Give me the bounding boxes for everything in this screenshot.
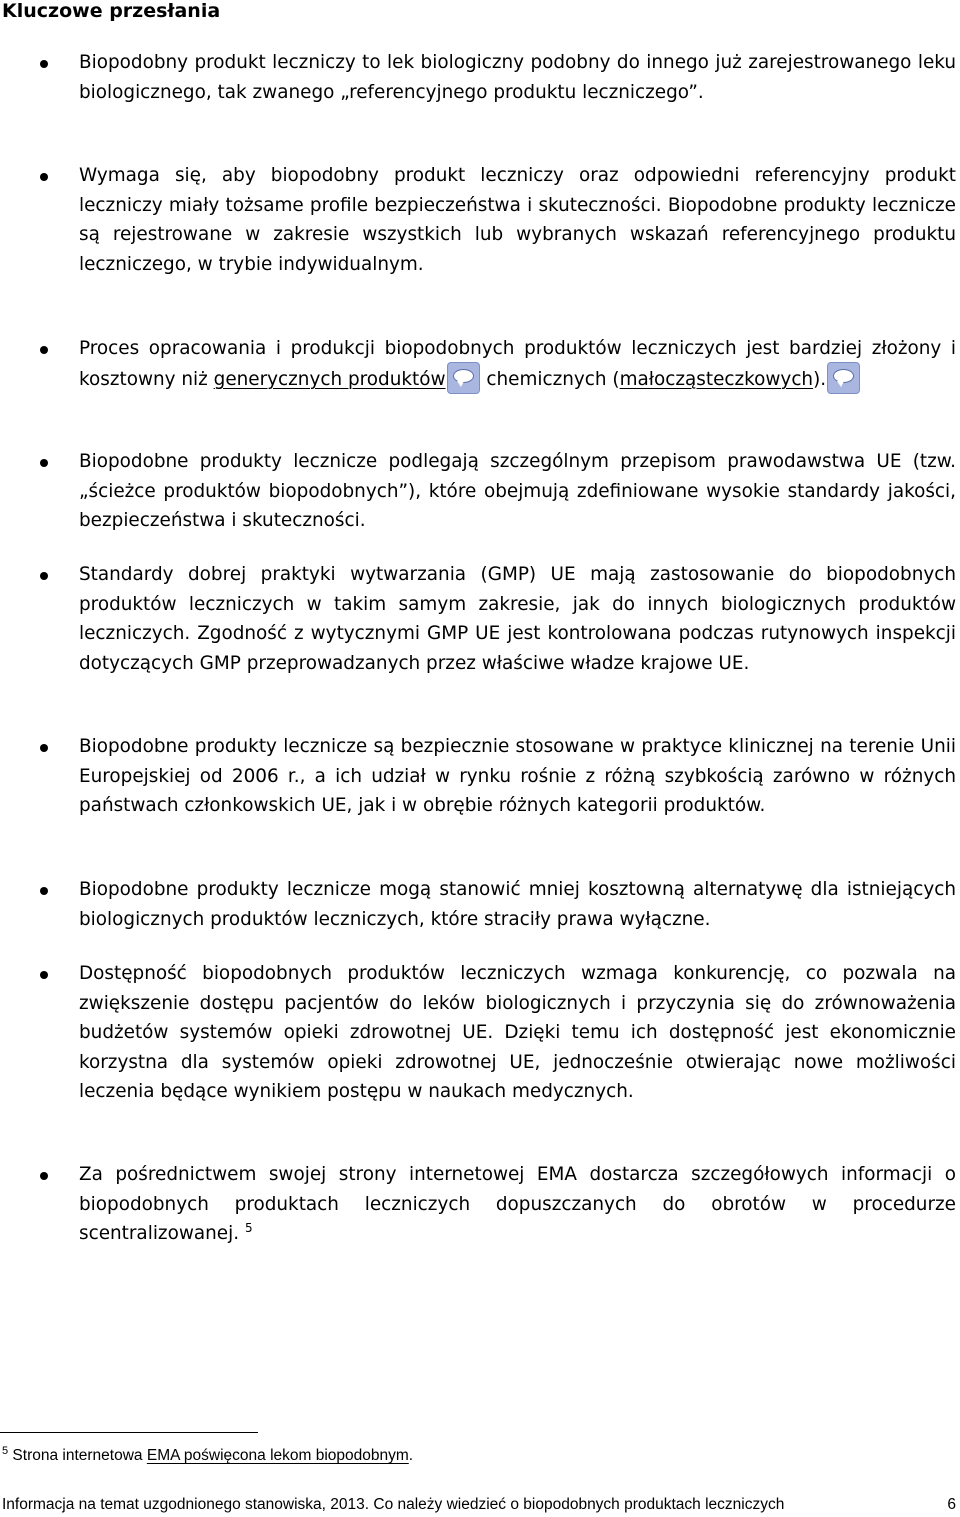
bullet-icon <box>40 173 48 181</box>
text-part: Za pośrednictwem swojej strony internetowej EMA dostarcza szczegółowych informacji o biopodobnych produktach leczniczych dopuszczanych do obrotów w procedurze scentralizowanej. <box>79 1164 956 1245</box>
bullet-icon <box>40 887 48 895</box>
footnote-number: 5 <box>2 1445 9 1457</box>
list-item-text <box>79 1160 956 1249</box>
bullet-icon <box>40 1172 48 1180</box>
bullet-icon <box>40 971 48 979</box>
footnote-separator <box>0 1432 258 1433</box>
bullet-icon <box>40 60 48 68</box>
text-part: chemicznych ( <box>480 368 620 390</box>
footer-text: Informacja na temat uzgodnionego stanowiska, 2013. Co należy wiedzieć o biopodobnych produktach leczniczych <box>2 1496 785 1513</box>
list-item-text: Biopodobny produkt leczniczy to lek biologiczny podobny do innego już zarejestrowanego leku biologicznego, tak zwanego „referencyjnego produktu leczniczego”. <box>79 52 956 103</box>
list-item-text: Biopodobne produkty lecznicze są bezpiecznie stosowane w praktyce klinicznej na terenie Unii Europejskiej od 2006 r., a ich udział w rynku rośnie z różną szybkością zarówno w różnych państwach członkowskich UE, jak i w obrębie różnych kategorii produktów. <box>79 736 956 817</box>
footnote-text: Strona internetowa <box>8 1447 147 1464</box>
small-molecule-link[interactable]: małocząsteczkowych <box>619 368 814 390</box>
list-item-text: Wymaga się, aby biopodobny produkt leczniczy oraz odpowiedni referencyjny produkt leczniczy miały tożsame profile bezpieczeństwa i skuteczności. Biopodobne produkty lecznicze są rejestrowane w zakresie wszystkich lub wybranych wskazań referencyjnego produktu leczniczego, w trybie indywidualnym. <box>79 165 956 275</box>
page-heading: Kluczowe przesłania <box>2 0 221 22</box>
page-number: 6 <box>947 1496 956 1513</box>
footnote-reference[interactable]: 5 <box>244 1221 253 1236</box>
text-part: ). <box>813 368 827 390</box>
footnote-link[interactable]: EMA poświęcona lekom biopodobnym <box>146 1447 409 1464</box>
comment-icon[interactable] <box>827 362 860 394</box>
generic-products-link[interactable]: generycznych produktów <box>213 368 446 390</box>
bullet-icon <box>40 744 48 752</box>
bullet-icon <box>40 346 48 354</box>
list-item-text <box>79 334 956 396</box>
list-item-text: Standardy dobrej praktyki wytwarzania (GMP) UE mają zastosowanie do biopodobnych produktów leczniczych w takim samym zakresie, jak do innych biologicznych produktów leczniczych. Zgodność z wytycznymi GMP UE jest kontrolowana podczas rutynowych inspekcji dotyczących GMP przeprowadzanych przez właściwe władze krajowe UE. <box>79 564 956 674</box>
bullet-icon <box>40 459 48 467</box>
bullet-icon <box>40 572 48 580</box>
page-footer <box>2 1495 960 1515</box>
footnote <box>2 1446 942 1466</box>
list-item-text: Dostępność biopodobnych produktów leczniczych wzmaga konkurencję, co pozwala na zwiększenie dostępu pacjentów do leków biologicznych i przyczynia się do zrównoważenia budżetów systemów opieki zdrowotnej UE. Dzięki temu ich dostępność jest ekonomicznie korzystna dla systemów opieki zdrowotnej UE, jednocześnie otwierając nowe możliwości leczenia będące wynikiem postępu w naukach medycznych. <box>79 963 956 1103</box>
list-item-text: Biopodobne produkty lecznicze podlegają szczególnym przepisom prawodawstwa UE (tzw. „ścieżce produktów biopodobnych”), które obejmują zdefiniowane wysokie standardy jakości, bezpieczeństwa i skuteczności. <box>79 451 956 532</box>
footnote-end: . <box>408 1447 414 1464</box>
text-part: Proces opracowania i produkcji biopodobnych produktów leczniczych jest bardziej złożony i kosztowny niż <box>79 338 956 390</box>
list-item-text: Biopodobne produkty lecznicze mogą stanowić mniej kosztowną alternatywę dla istniejących biologicznych produktów leczniczych, które straciły prawa wyłączne. <box>79 879 956 930</box>
comment-icon[interactable] <box>447 362 480 394</box>
